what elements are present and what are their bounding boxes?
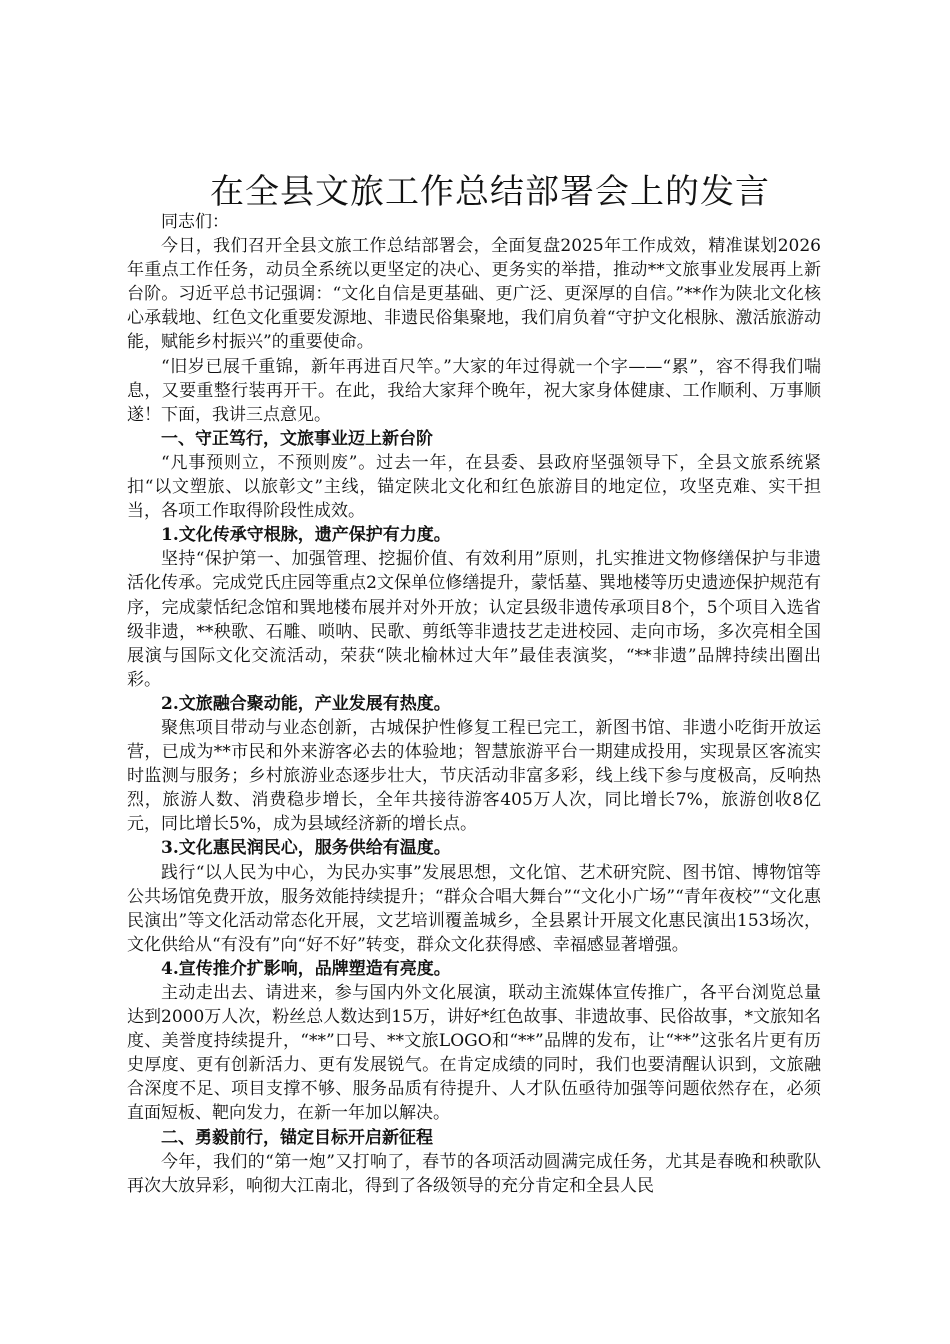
document-title: 在全县文旅工作总结部署会上的发言 [210,172,770,212]
subheading-public-service: 3.文化惠民润民心，服务供给有温度。 [161,838,451,859]
paragraph-review: “凡事预则立，不预则废”。过去一年，在县委、县政府坚强领导下，全县文旅系统紧扣“以文塑旅、以旅彰文”主线，锚定陕北文化和红色旅游目的地定位，攻坚克难、实干担当，各项工作取得阶段性成效。 [127,452,821,522]
paragraph-heritage: 坚持“保护第一、加强管理、挖掘价值、有效利用”原则，扎实推进文物修缮保护与非遗活化传承。完成党氏庄园等重点2文保单位修缮提升，蒙恬墓、巽地楼等历史遗迹保护规范有序，完成蒙恬纪念馆和巽地楼布展并对外开放；认定县级非遗传承项目8个，5个项目入选省级非遗，**秧歌、石雕、唢呐、民歌、剪纸等非遗技艺走进校园、走向市场，多次亮相全国展演与国际文化交流活动，荣获“陕北榆林过大年”最佳表演奖，“**非遗”品牌持续出圈出彩。 [127,549,821,690]
paragraph-new-year: “旧岁已展千重锦，新年再进百尺竿。”大家的年过得就一个字——“累”，容不得我们喘息，又要重整行装再开干。在此，我给大家拜个晚年，祝大家身体健康、工作顺利、万事顺遂！下面，我讲三点意见。 [127,356,821,425]
section-heading-1: 一、守正笃行，文旅事业迈上新台阶 [161,428,433,449]
paragraph-tourism: 聚焦项目带动与业态创新，古城保护性修复工程已完工，新图书馆、非遗小吃街开放运营，已成为**市民和外来游客必去的体验地；智慧旅游平台一期建成投用，实现景区客流实时监测与服务；乡村旅游业态逐步壮大，节庆活动非富多彩，线上线下参与度极高，反响热烈，旅游人数、消费稳步增长，全年共接待游客405万人次，同比增长7%，旅游创收8亿元，同比增长5%，成为县域经济新的增长点。 [127,717,821,835]
section-heading-2: 二、勇毅前行，锚定目标开启新征程 [161,1127,433,1148]
paragraph-opening: 今日，我们召开全县文旅工作总结部署会，全面复盘2025年工作成效，精准谋划2026年重点工作任务，动员全系统以更坚定的决心、更务实的举措，推动**文旅事业发展再上新台阶。习近平总书记强调：“文化自信是更基础、更广泛、更深厚的自信。”**作为陕北文化核心承载地、红色文化重要发源地、非遗民俗集聚地，我们肩负着“守护文化根脉、激活旅游动能，赋能乡村振兴”的重要使命。 [127,236,821,353]
subheading-heritage: 1.文化传承守根脉，遗产保护有力度。 [161,525,451,546]
paragraph-promotion: 主动走出去、请进来，参与国内外文化展演，联动主流媒体宣传推广，各平台浏览总量达到2000万人次，粉丝总人数达到15万，讲好*红色故事、非遗故事、民俗故事，*文旅知名度、美誉度持续提升，“**”口号、**文旅LOGO和“**”品牌的发布，让“**”这张名片更有历史厚度、更有创新活力、更有发展锐气。在肯定成绩的同时，我们也要清醒认识到，文旅融合深度不足、项目支撑不够、服务品质有待提升、人才队伍亟待加强等问题依然存在，必须直面短板、靶向发力，在新一年加以解决。 [127,983,821,1124]
paragraph-new-goals: 今年，我们的“第一炮”又打响了，春节的各项活动圆满完成任务，尤其是春晚和秧歌队再次大放异彩，响彻大江南北，得到了各级领导的充分肯定和全县人民 [127,1151,821,1196]
paragraph-public-service: 践行“以人民为中心，为民办实事”发展思想，文化馆、艺术研究院、图书馆、博物馆等公共场馆免费开放，服务效能持续提升；“群众合唱大舞台”“文化小广场”“青年夜校”“文化惠民演出”等文化活动常态化开展，文艺培训覆盖城乡，全县累计开展文化惠民演出153场次，文化供给从“有没有”向“好不好”转变，群众文化获得感、幸福感显著增强。 [127,862,821,955]
salutation: 同志们： [161,212,229,232]
document-body [127,210,821,1198]
subheading-tourism: 2.文旅融合聚动能，产业发展有热度。 [161,693,451,714]
subheading-promotion: 4.宣传推介扩影响，品牌塑造有亮度。 [161,958,451,979]
